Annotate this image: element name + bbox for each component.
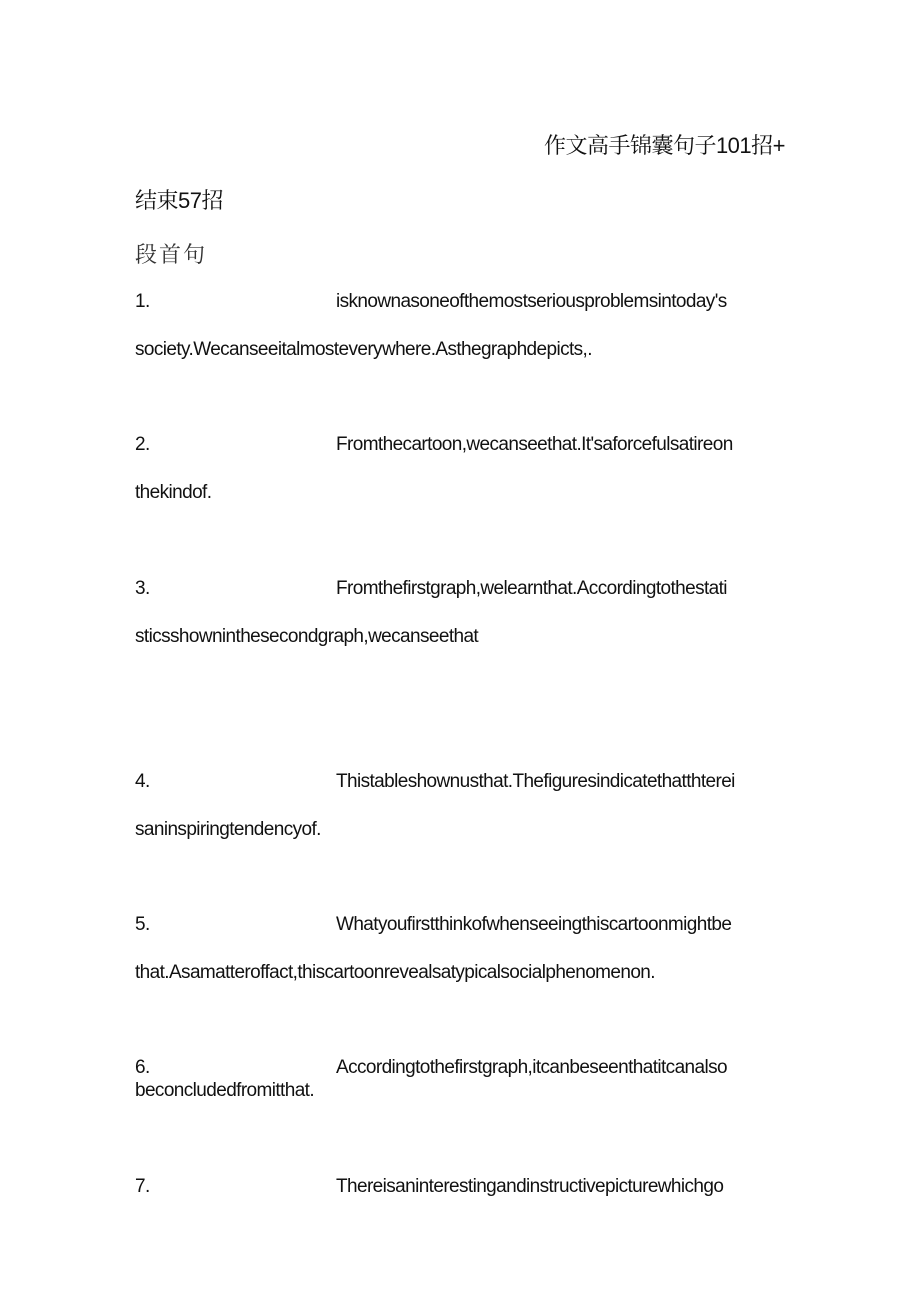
list-item	[135, 434, 787, 504]
document-title-part2: 结束57招	[135, 188, 223, 213]
item-first-line: Accordingtothefirstgraph,itcanbeseenthatitcanalso	[336, 1057, 727, 1078]
item-number: 6.	[135, 1057, 150, 1078]
list-item	[135, 771, 787, 841]
item-continuation: society.Wecanseeitalmosteverywhere.Asthegraphdepicts,.	[135, 339, 592, 360]
item-first-line: Fromthecartoon,wecanseethat.It'saforcefulsatireon	[336, 434, 733, 455]
item-first-line: Thistableshownusthat.Thefiguresindicatethatthterei	[336, 771, 735, 792]
list-item	[135, 1057, 787, 1102]
section-heading: 段首句	[135, 243, 208, 268]
item-continuation: beconcludedfromitthat.	[135, 1080, 315, 1101]
item-number: 2.	[135, 434, 150, 455]
list-item	[135, 578, 787, 648]
item-number: 1.	[135, 291, 150, 312]
item-number: 5.	[135, 914, 150, 935]
item-first-line: Fromthefirstgraph,welearnthat.Accordingtothestati	[336, 578, 727, 599]
item-continuation: sticsshowninthesecondgraph,wecanseethat	[135, 626, 479, 647]
item-number: 7.	[135, 1176, 150, 1197]
item-number: 3.	[135, 578, 150, 599]
list-item	[135, 914, 787, 984]
item-continuation: saninspiringtendencyof.	[135, 819, 321, 840]
item-number: 4.	[135, 771, 150, 792]
item-first-line: Thereisaninterestingandinstructivepicturewhichgo	[336, 1176, 724, 1197]
item-first-line: isknownasoneofthemostseriousproblemsintoday's	[336, 291, 727, 312]
item-continuation: that.Asamatteroffact,thiscartoonrevealsatypicalsocialphenomenon.	[135, 962, 655, 983]
item-continuation: thekindof.	[135, 482, 212, 503]
list-item	[135, 1176, 787, 1198]
item-first-line: Whatyoufirstthinkofwhenseeingthiscartoonmightbe	[336, 914, 732, 935]
document-title-part1: 作文高手锦囊句子101招+	[543, 133, 785, 158]
list-item	[135, 291, 787, 361]
